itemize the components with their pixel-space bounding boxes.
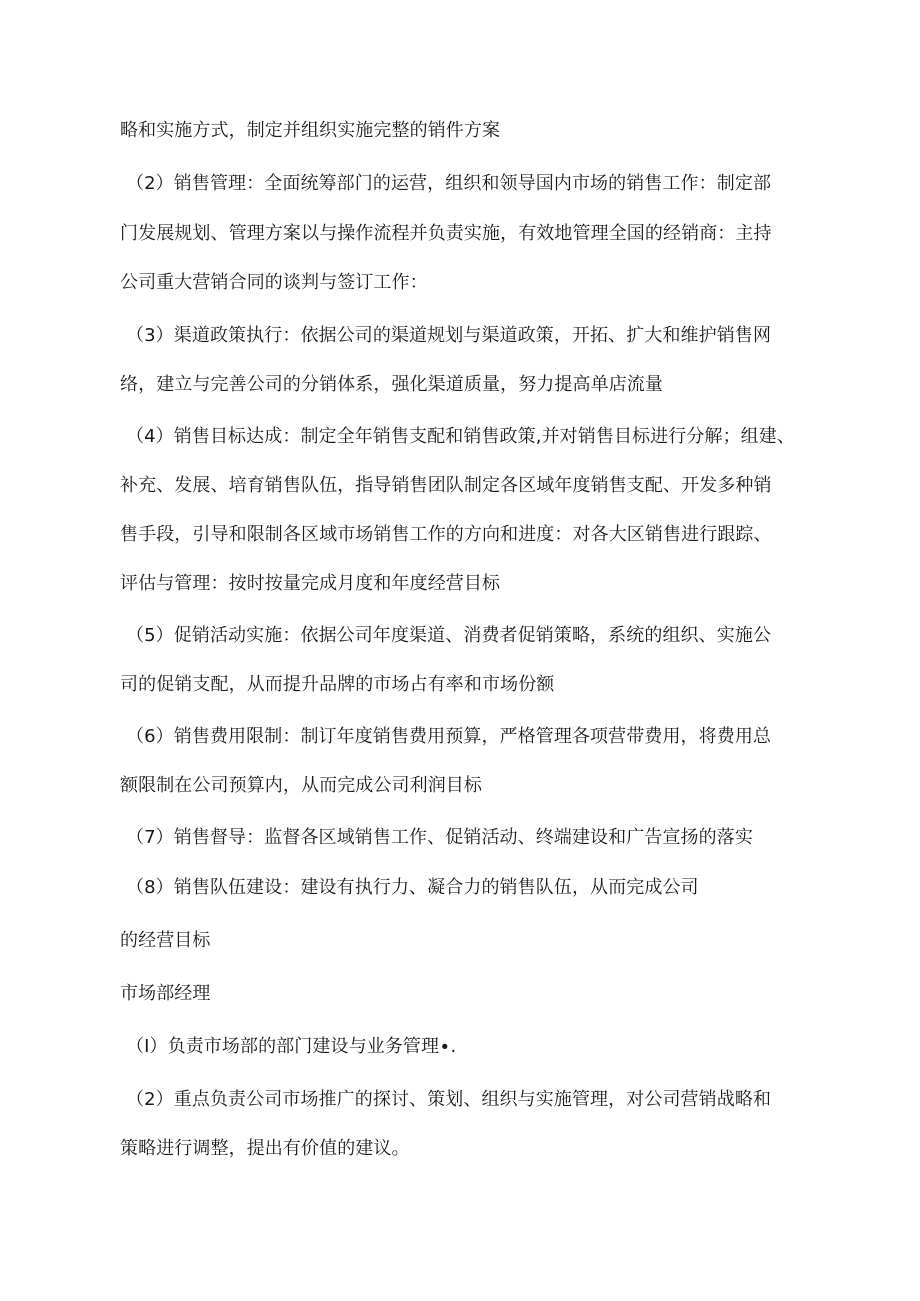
text-line-17: 的经营目标 [120, 930, 211, 951]
text-line-2: （2）销售管理：全面统筹部门的运营，组织和领导国内市场的销售工作：制定部 [126, 173, 772, 194]
text-line-1: 略和实施方式，制定并组织实施完整的销件方案 [120, 120, 501, 141]
text-line-6: 络，建立与完善公司的分销体系，强化渠道质量，努力提高单店流量 [120, 374, 663, 395]
text-line-11: （5）促销活动实施：依据公司年度渠道、消费者促销策略，系统的组织、实施公 [126, 625, 772, 646]
text-line-8: 补充、发展、培育销售队伍，指导销售团队制定各区域年度销售支配、开发多种销 [120, 475, 772, 496]
text-line-5: （3）渠道政策执行：依据公司的渠道规划与渠道政策，开拓、扩大和维护销售网 [126, 325, 772, 346]
text-line-21: 策略进行调整，提出有价值的建议。 [120, 1138, 410, 1159]
text-line-20: （2）重点负责公司市场推广的探讨、策划、组织与实施管理，对公司营销战略和 [126, 1089, 772, 1110]
text-line-10: 评估与管理：按时按量完成月度和年度经营目标 [120, 573, 501, 594]
text-line-7: （4）销售目标达成：制定全年销售支配和销售政策,并对销售目标进行分解；组建、 [126, 426, 795, 447]
text-line-18: 市场部经理 [120, 983, 211, 1004]
text-line-16: （8）销售队伍建设：建设有执行力、凝合力的销售队伍，从而完成公司 [126, 877, 699, 898]
text-line-9: 售手段，引导和限制各区域市场销售工作的方向和进度：对各大区销售进行跟踪、 [120, 524, 772, 545]
text-line-12: 司的促销支配，从而提升品牌的市场占有率和市场份额 [120, 674, 555, 695]
text-line-4: 公司重大营销合同的谈判与签订工作： [120, 272, 428, 293]
text-line-14: 额限制在公司预算内，从而完成公司利润目标 [120, 775, 482, 796]
text-line-3: 门发展规划、管理方案以与操作流程并负责实施，有效地管理全国的经销商：主持 [120, 223, 772, 244]
text-line-13: （6）销售费用限制：制订年度销售费用预算，严格管理各项营带费用，将费用总 [126, 726, 772, 747]
text-line-19: （I）负责市场部的部门建设与业务管理∙. [126, 1036, 457, 1057]
text-line-15: （7）销售督导：监督各区域销售工作、促销活动、终端建设和广告宣扬的落实 [126, 827, 753, 848]
